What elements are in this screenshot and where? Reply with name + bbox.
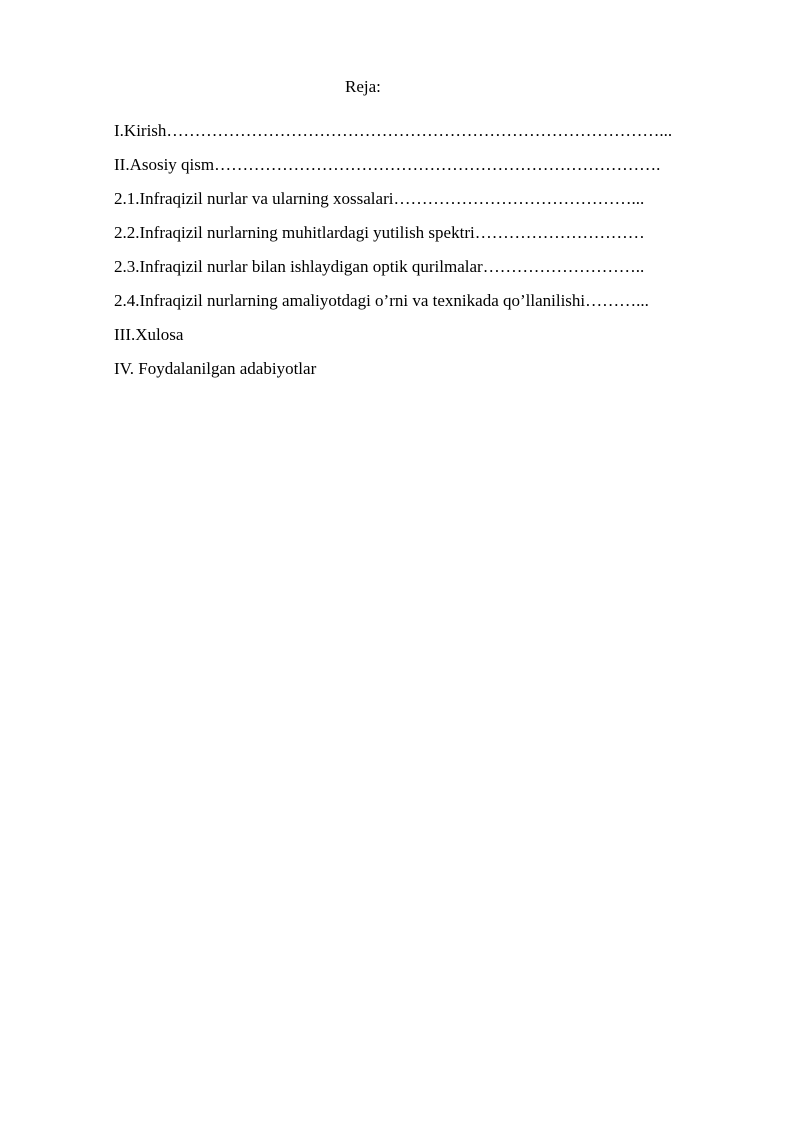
toc-item-2-3: 2.3.Infraqizil nurlar bilan ishlaydigan optik qurilmalar………………………..: [114, 257, 645, 276]
toc-item-main-part: II.Asosiy qism…………………………………………………………………….: [114, 155, 661, 174]
toc-item-2-2: 2.2.Infraqizil nurlarning muhitlardagi yutilish spektri…………………………: [114, 223, 645, 242]
toc-item-2-4: 2.4.Infraqizil nurlarning amaliyotdagi o’rni va texnikada qo’llanilishi………...: [114, 291, 649, 310]
toc-item-2-1: 2.1.Infraqizil nurlar va ularning xossalari……………………………………...: [114, 189, 645, 208]
table-of-contents: [114, 121, 672, 393]
toc-item-conclusion: III.Xulosa: [114, 325, 184, 344]
page-title: Reja:: [345, 77, 381, 96]
toc-item-references: IV. Foydalanilgan adabiyotlar: [114, 359, 317, 378]
toc-item-introduction: I.Kirish……………………………………………………………………………...: [114, 121, 673, 140]
